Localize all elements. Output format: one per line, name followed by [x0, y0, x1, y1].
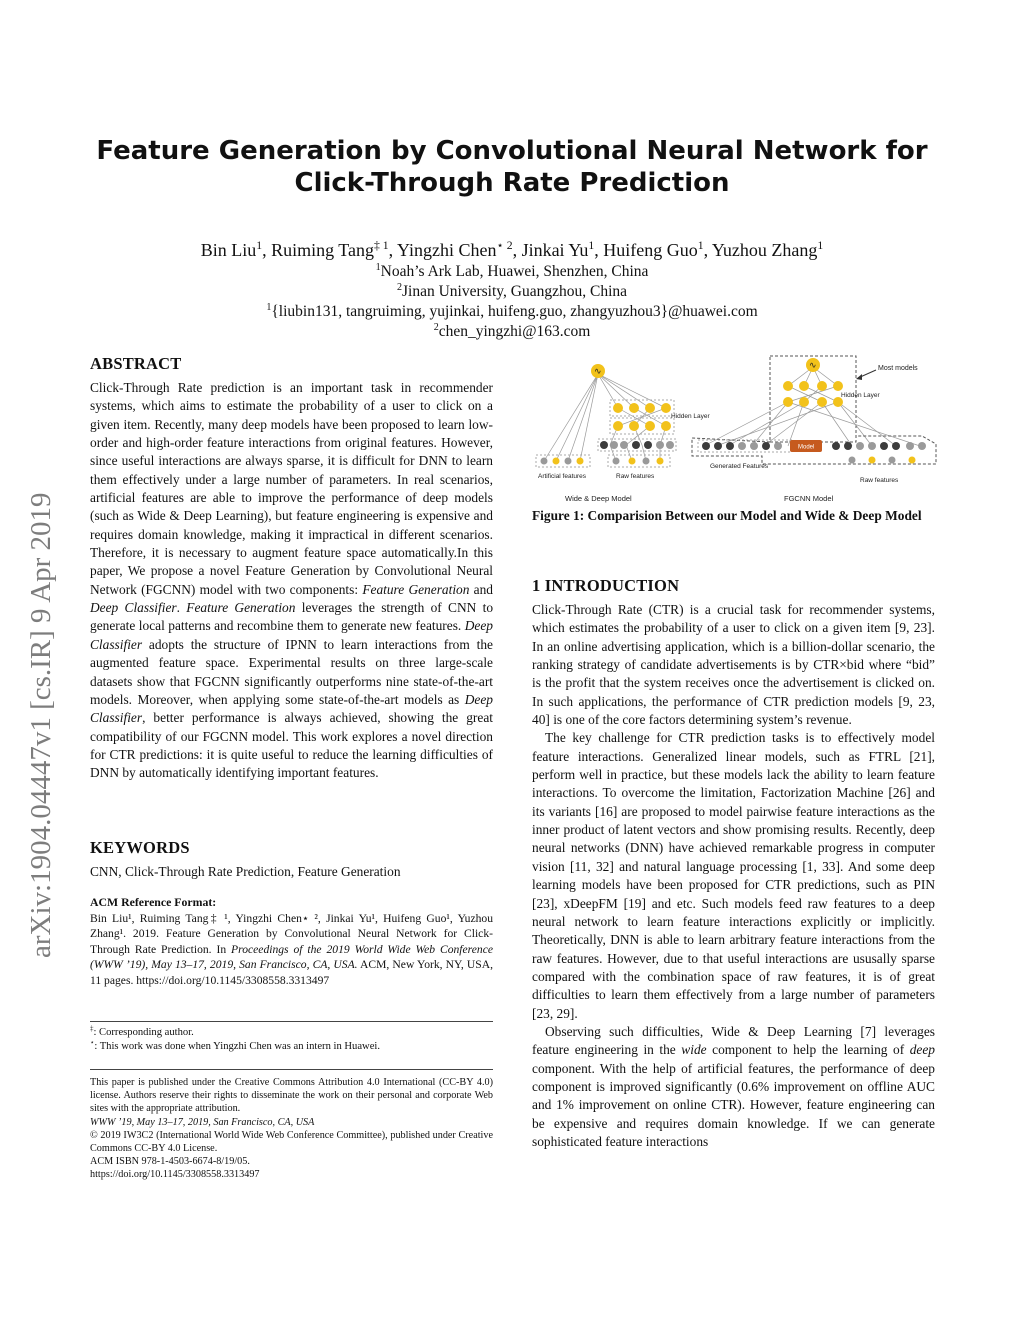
fgcnn-caption: FGCNN Model — [784, 494, 834, 503]
model-label: Model — [798, 444, 815, 451]
author: Huifeng Guo$^1$, — [603, 239, 712, 260]
author-list — [80, 238, 944, 262]
intro-paragraph: Observing such difficulties, Wide & Deep Learning [7] leverages feature engineering in the wide component to help the learning of deep component. With the help of artificial features, the performance of deep component is improved significantly (0.6% improvement on offline AUC and 1% improvement on online CTR). However, feature engineering can be expensive and requires domain knowledge. If we can generate sophisticated feature interactions — [532, 1023, 935, 1149]
license-isbn: ACM ISBN 978-1-4503-6674-8/19/05. — [90, 1156, 250, 1168]
hidden-layer-label: Hidden Layer — [841, 392, 880, 399]
generated-features-label: Generated Features — [710, 463, 769, 470]
footnote: ⋆: This work was done when Yingzhi Chen was an intern in Huawei. — [90, 1039, 380, 1052]
author: Ruiming Tang$^{\ddagger 1}$, — [271, 239, 397, 260]
figure-1 — [532, 352, 942, 507]
artificial-features-label: Artificial features — [538, 473, 587, 480]
license-rule — [90, 1069, 493, 1070]
intro-paragraph: The key challenge for CTR prediction tasks is to effectively model feature interactions. Generalized linear models, such as FTRL [21], perform well in practice, but these models lack the ability to learn feature interactions. To overcome the limitation, Factorization Machine [26] and its variants [16] are proposed to model pairwise feature interactions as the inner product of latent vectors and show promising results. Recently, deep neural networks (DNN) have achieved remarkable progress in computer vision [11, 32] and natural language processing [1, 33]. And some deep learning models have been proposed for CTR predictions, such as PIN [23], xDeepFM [19] and etc. Such models feed raw features to a deep neural network to learn feature interactions explicitly or implicitly. Theoretically, DNN is able to learn arbitrary feature interactions from the raw features. However, due to that useful interactions are ususally sparse compared with the combination space of raw features, it is of great difficulties to learn them effectively from a large number of parameters [23, 29]. — [532, 730, 935, 1021]
figure-caption: Figure 1: Comparision Between our Model and Wide & Deep Model — [532, 508, 922, 523]
arrow-head — [856, 374, 862, 380]
most-models-label: Most models — [878, 365, 918, 372]
license-block — [90, 1076, 493, 1182]
footnotes — [90, 1026, 493, 1054]
license-doi: https://doi.org/10.1145/3308558.3313497 — [90, 1169, 260, 1181]
raw-feature-nodes-right — [849, 457, 916, 464]
affiliation-email: $^2$chen_yingzhi@163.com — [433, 321, 591, 340]
generated-feature-nodes — [702, 442, 782, 450]
author: Jinkai Yu$^1$, — [521, 239, 604, 260]
paper-title — [80, 135, 944, 199]
keywords-list: CNN, Click-Through Rate Prediction, Feature Generation — [90, 864, 401, 879]
arxiv-stamp — [14, 372, 60, 962]
affiliations — [80, 262, 944, 342]
license-conference: WWW ’19, May 13–17, 2019, San Francisco, CA, USA — [90, 1116, 315, 1128]
artificial-feature-nodes — [541, 458, 584, 465]
sigmoid-glyph: ∿ — [809, 360, 817, 370]
acm-reference-body: Bin Liu¹, Ruiming Tang‡ ¹, Yingzhi Chen⋆ ², Jinkai Yu¹, Huifeng Guo¹, Yuzhou Zhang¹. 2019. Feature Generation by Convolutional Neural Network for Click-Through Rate Prediction. In Proceedings of the 2019 World Wide Web Conference (WWW ’19), May 13–17, 2019, San Francisco, CA, USA. ACM, New York, NY, USA, 11 pages. https://doi.org/10.1145/3308558.3313497 — [90, 912, 493, 987]
sigmoid-glyph: ∿ — [594, 366, 602, 376]
title-line-2: Click-Through Rate Prediction — [294, 168, 730, 198]
footnote-rule — [90, 1021, 493, 1022]
introduction-heading: 1 INTRODUCTION — [532, 576, 680, 595]
abstract-heading: ABSTRACT — [90, 354, 182, 373]
affiliation: $^2$Jinan University, Guangzhou, China — [396, 281, 628, 300]
abstract-body: Click-Through Rate prediction is an important task in recommender systems, which aims to estimate the probability of a user to click on a given item. Recently, many deep models have been proposed to learn low-order and high-order feature interactions from original features. However, since useful interactions are always sparse, it is difficult for DNN to learn them effectively under a large number of parameters. In real scenarios, artificial features are able to improve the performance of deep models (such as Wide & Deep Learning), but feature engineering is expensive and requires domain knowledge, making it impractical in different scenarios. Therefore, it is necessary to augment feature space automatically.In this paper, We propose a novel Feature Generation by Convolutional Neural Network (FGCNN) model with two components: Feature Generation and Deep Classifier. Feature Generation leverages the strength of CNN to generate local patterns and recombine them to generate new features. Deep Classifier adopts the structure of IPNN to learn interactions from the augmented feature space. Experimental results on three large-scale datasets show that FGCNN significantly outperforms nine state-of-the-art models. Moreover, when applying some state-of-the-art models as Deep Classifier, better performance is always achieved, showing the great compatibility of our FGCNN model. This work explores a novel direction for CTR predictions: it is quite useful to reduce the learning difficulties of DNN by automatically identifying important features. — [90, 380, 494, 781]
intro-paragraph: Click-Through Rate (CTR) is a crucial task for recommender systems, which estimates the probability of a user to click on a given item [9, 23]. In an online advertising application, which is a billion-dollar scenario, the ranking strategy of candidate advertisements is by CTR×bid where “bid” is the profit that the system receives once the advertisement is clicked on. In such applications, the performance of CTR prediction models [9, 23, 40] is one of the core factors determining system’s revenue. — [532, 602, 935, 728]
arxiv-stamp-text: arXiv:1904.04447v1 [cs.IR] 9 Apr 2019 — [25, 492, 57, 958]
affiliation: $^1$Noah’s Ark Lab, Huawei, Shenzhen, China — [375, 261, 649, 280]
affiliation-email: $^1${liubin131, tangruiming, yujinkai, huifeng.guo, zhangyuzhou3}@huawei.com — [266, 301, 758, 320]
keywords-heading: KEYWORDS — [90, 838, 190, 857]
author: Bin Liu$^1$, — [200, 239, 272, 260]
author: Yingzhi Chen$^{⋆ 2}$, — [396, 239, 522, 260]
raw-embedding-nodes-right — [832, 442, 926, 450]
introduction-body — [532, 601, 935, 1151]
raw-features-label: Raw features — [860, 477, 899, 484]
raw-features-label: Raw features — [616, 473, 655, 480]
fgcnn-connections — [704, 367, 920, 446]
license-copyright: © 2019 IW3C2 (International World Wide Web Conference Committee), published under Creative Commons CC-BY 4.0 License. — [90, 1129, 493, 1155]
author: Yuzhou Zhang$^1$ — [711, 239, 824, 260]
acm-reference-heading: ACM Reference Format: — [90, 895, 217, 909]
title-line-1: Feature Generation by Convolutional Neural Network for — [96, 136, 928, 166]
footnote: ‡: Corresponding author. — [90, 1025, 194, 1038]
raw-feature-nodes-left — [613, 458, 664, 465]
hidden-layer-label: Hidden Layer — [671, 413, 710, 420]
wide-deep-caption: Wide & Deep Model — [565, 494, 632, 503]
figure-1-diagram — [532, 352, 942, 507]
license-text: This paper is published under the Creative Commons Attribution 4.0 International (CC-BY 4.0) license. Authors reserve their rights to disseminate the work on their personal and corporate Web sites with the appropriate attribution. — [90, 1077, 493, 1115]
